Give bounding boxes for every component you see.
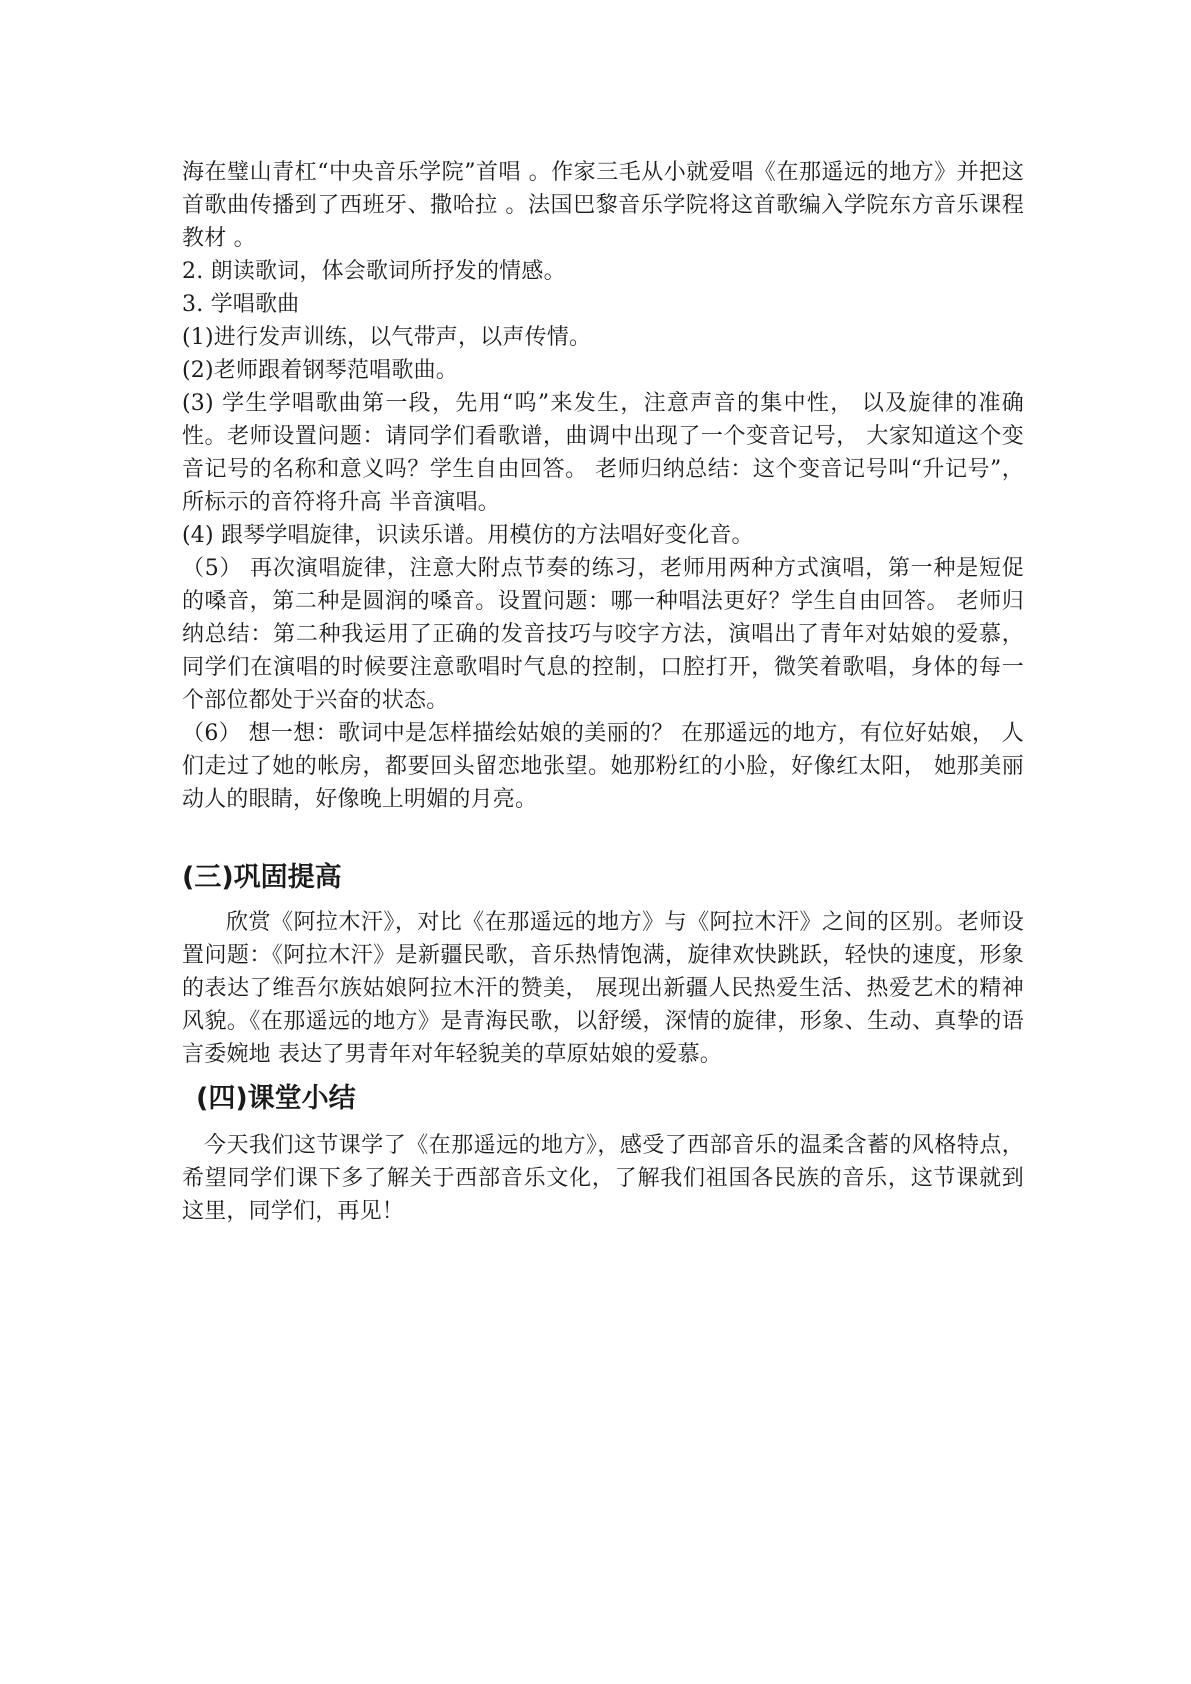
sub-item-1: (1)进行发声训练，以气带声，以声传情。 [182, 325, 592, 350]
list-item-2: 2. 朗读歌词，体会歌词所抒发的情感。 [182, 259, 566, 284]
section-4-heading: (四)课堂小结 [196, 1083, 356, 1114]
list-item-3: 3. 学唱歌曲 [182, 292, 300, 317]
section-3-body: 欣赏《阿拉木汗》，对比《在那遥远的地方》与《阿拉木汗》之间的区别。老师设置问题：《阿拉木汗》是新疆民歌，音乐热情饱满，旋律欢快跳跃，轻快的速度，形象的表达了维吾尔族姑娘阿拉木汗的赞美， 展现出新疆人民热爱生活、热爱艺术的精神风貌。《在那遥远的地方》是青海民歌，以舒缓，深情的旋律，形象、生动、真挚的语言委婉地 表达了男青年对年轻貌美的草原姑娘的爱慕。 [182, 910, 1024, 1067]
sub-item-5: （5） 再次演唱旋律，注意大附点节奏的练习，老师用两种方式演唱，第一种是短促的嗓音，第二种是圆润的嗓音。设置问题：哪一种唱法更好？学生自由回答。 老师归纳总结：第二种我运用了正确的发音技巧与咬字方法，演唱出了青年对姑娘的爱慕，同学们在演唱的时候要注意歌唱时气息的控制，口腔打开，微笑着歌唱，身体的每一个部位都处于兴奋的状态。 [182, 556, 1024, 713]
document-page [182, 156, 1024, 1228]
sub-item-6: （6） 想一想：歌词中是怎样描绘姑娘的美丽的？ 在那遥远的地方，有位好姑娘， 人们走过了她的帐房，都要回头留恋地张望。她那粉红的小脸，好像红太阳， 她那美丽动人的眼睛，好像晚上明媚的月亮。 [182, 721, 1024, 812]
section-4-body: 今天我们这节课学了《在那遥远的地方》，感受了西部音乐的温柔含蓄的风格特点，希望同学们课下多了解关于西部音乐文化，了解我们祖国各民族的音乐，这节课就到这里，同学们，再见！ [182, 1133, 1024, 1224]
sub-item-2: (2)老师跟着钢琴范唱歌曲。 [182, 358, 458, 383]
section-3-heading: (三)巩固提高 [182, 862, 342, 893]
sub-item-4: (4) 跟琴学唱旋律，识读乐谱。用模仿的方法唱好变化音。 [182, 523, 754, 548]
intro-paragraph: 海在璧山青杠“中央音乐学院”首唱 。作家三毛从小就爱唱《在那遥远的地方》并把这首歌曲传播到了西班牙、撒哈拉 。法国巴黎音乐学院将这首歌编入学院东方音乐课程教材 。 [182, 160, 1024, 251]
sub-item-3: (3) 学生学唱歌曲第一段，先用“呜”来发生，注意声音的集中性， 以及旋律的准确性。老师设置问题：请同学们看歌谱，曲调中出现了一个变音记号， 大家知道这个变音记号的名称和意义吗？学生自由回答。 老师归纳总结：这个变音记号叫“升记号”，所标示的音符将升高 半音演唱。 [182, 391, 1024, 515]
